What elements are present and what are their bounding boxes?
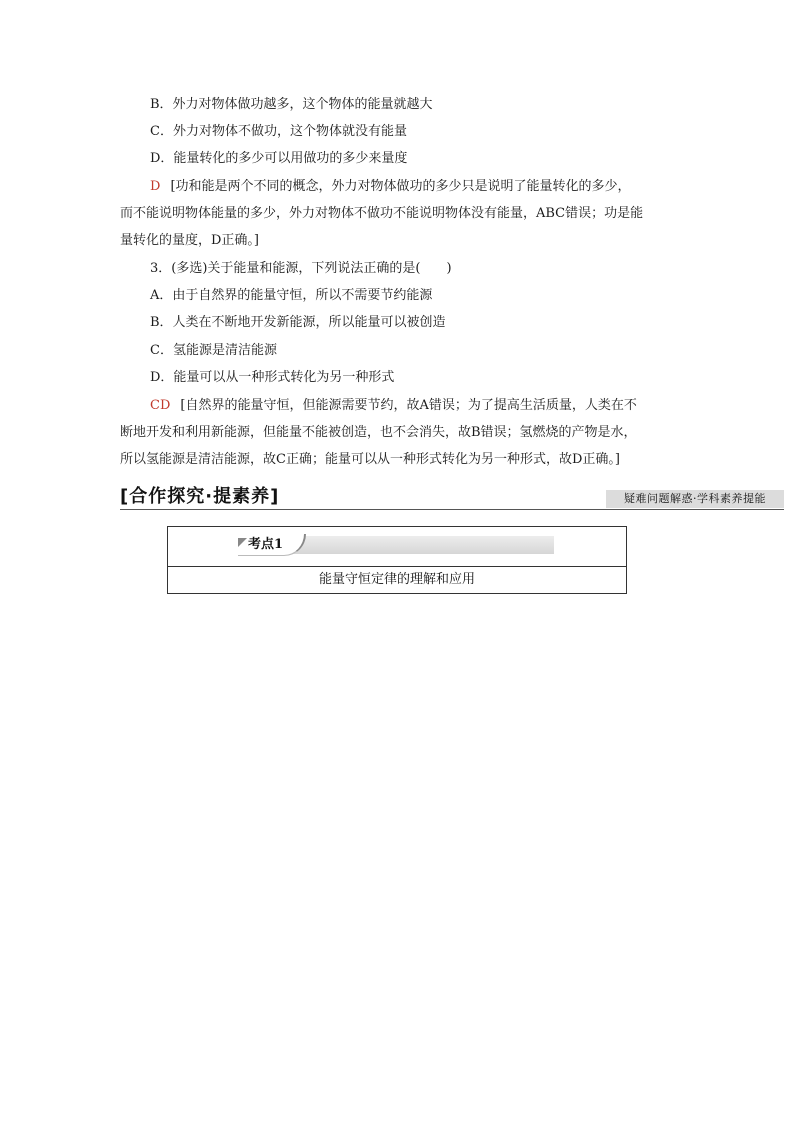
q2-answer: D: [150, 179, 161, 194]
q2-explanation-line-2: 而不能说明物体能量的多少，外力对物体不做功不能说明物体没有能量，ABC错误；功是能: [120, 206, 644, 221]
q3-explanation-line-3: 所以氢能源是清洁能源，故C正确；能量可以从一种形式转化为另一种形式，故D正确。]: [120, 452, 620, 467]
section-divider: [120, 509, 784, 510]
key-point-box: [167, 526, 627, 594]
q3-answer: CD: [150, 398, 171, 413]
q3-explanation-text-1: [自然界的能量守恒，但能源需要节约，故A错误；为了提高生活质量，人类在不: [180, 398, 637, 413]
key-point-label: 考点1: [238, 534, 306, 556]
section-tag: 疑难问题解惑·学科素养提能: [606, 490, 784, 508]
q3-explanation-line-2: 断地开发和利用新能源，但能量不能被创造，也不会消失，故B错误；氢燃烧的产物是水，: [120, 425, 637, 440]
q3-stem: 3．(多选)关于能量和能源，下列说法正确的是( ): [150, 261, 452, 276]
key-point-header: [168, 527, 626, 567]
q2-explanation-line-1: [150, 179, 631, 195]
q2-explanation-text-1: [功和能是两个不同的概念，外力对物体做功的多少只是说明了能量转化的多少，: [170, 179, 631, 194]
q3-option-c: C．氢能源是清洁能源: [150, 343, 277, 358]
section-title: [合作探究·提素养]: [120, 486, 280, 507]
key-point-corner-icon: [238, 538, 247, 547]
key-point-title: 能量守恒定律的理解和应用: [318, 572, 475, 587]
q2-option-d: D．能量转化的多少可以用做功的多少来量度: [150, 151, 408, 166]
q2-option-c: C．外力对物体不做功，这个物体就没有能量: [150, 124, 407, 139]
q2-option-b: B．外力对物体做功越多，这个物体的能量就越大: [150, 97, 433, 112]
q3-option-a: A．由于自然界的能量守恒，所以不需要节约能源: [150, 288, 433, 303]
q2-explanation-line-3: 量转化的量度，D正确。]: [120, 233, 259, 248]
q3-option-b: B．人类在不断地开发新能源，所以能量可以被创造: [150, 315, 446, 330]
q3-option-d: D．能量可以从一种形式转化为另一种形式: [150, 370, 395, 385]
q3-explanation-line-1: [150, 398, 637, 414]
